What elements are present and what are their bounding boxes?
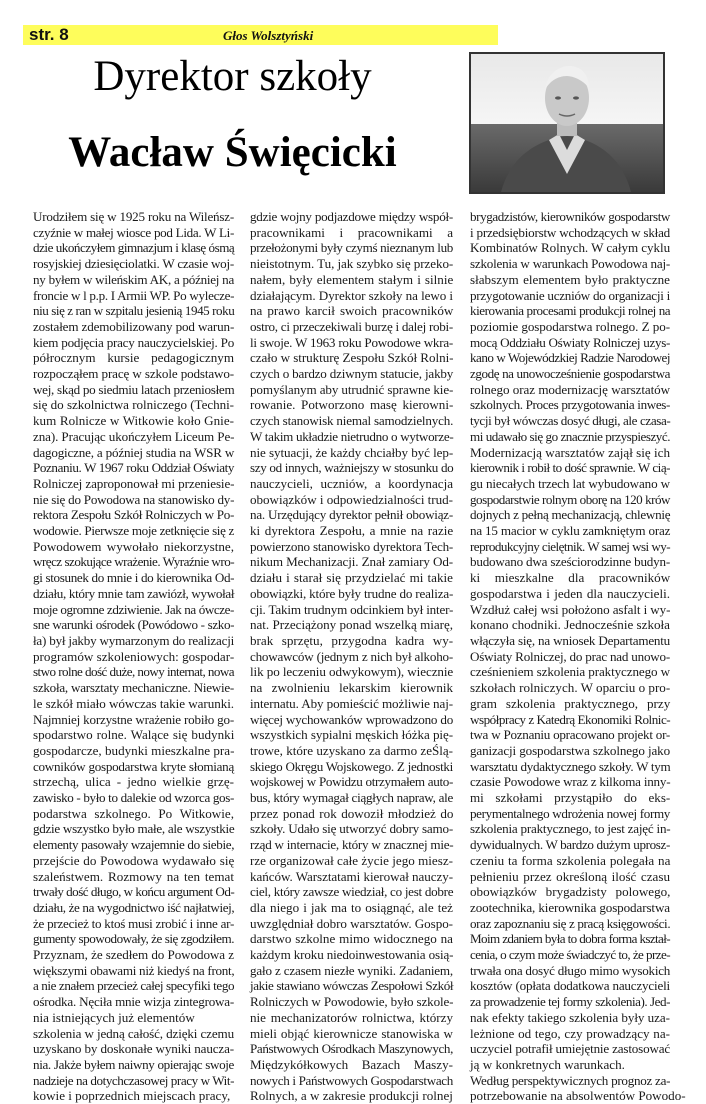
page-number: str. 8 — [29, 25, 69, 44]
text-line: półrocznym kursie pedagogicznym — [33, 350, 234, 366]
text-line: nia istniejących już elementów — [33, 1009, 195, 1025]
publication-name: Głos Wolsztyński — [223, 28, 314, 43]
text-line: Urodziłem się w 1925 roku na Wileńsz- — [33, 209, 234, 224]
text-line: przez ponad rok dowoził młodzież do — [250, 805, 454, 821]
text-line: szkolenia praktycznego, to jest zajęć in- — [470, 821, 671, 837]
text-line: W takim układzie nietrudno o wytworze- — [250, 428, 454, 444]
text-line: przejście do Powodowa wydawało się — [33, 852, 235, 868]
portrait-photo — [469, 52, 665, 194]
text-line: ny byłem w wileńskim AK, a później na — [33, 271, 234, 287]
text-line: obowiązków brygadzisty polowego, — [470, 884, 671, 900]
text-line: szkoły. Udało się utworzyć dobry samo- — [250, 821, 453, 837]
text-line: zgodę na unowocześnienie gospodarstwa — [470, 366, 670, 382]
text-line: nie sytuacji, że każdy chciałby być lep- — [250, 444, 454, 460]
text-line: dywidualnych. W bardzo dużym uprosz- — [470, 837, 670, 853]
text-line: każdym kroku niedoinwestowania osią- — [250, 947, 454, 963]
text-line: gospodarcze, budynki mieszkalne pra- — [33, 742, 235, 758]
text-line: reprodukcyjny cielętnik. W samej wsi wy- — [470, 538, 671, 554]
text-line: kierowania procesami produkcji rolnej na — [470, 303, 671, 319]
text-line: brygadzistów, kierowników gospodarstw — [470, 209, 670, 224]
text-line: ki dyrektora Zespołu, a mnie na razie — [250, 523, 454, 539]
text-line: wodowie. Pierwsze moje zetknięcie się z — [33, 523, 234, 539]
text-line: trowe, które uzyskano za darmo zeŚlą- — [250, 742, 453, 758]
text-line: rowanie. Potworzono masę kierowni- — [250, 397, 454, 413]
text-line: uczyciel potrafił umiejętnie zastosować — [470, 1041, 670, 1057]
text-line: nadzieje na dotychczasowej pracy w Wit- — [33, 1072, 234, 1088]
text-line: nie mechanizatorów rolnictwa, którzy — [250, 1009, 453, 1025]
text-line: poziomie gospodarstwa rolnego. Z po- — [470, 318, 670, 334]
text-line: na zwolnieniu lekarskim kierownik — [250, 680, 454, 696]
text-line: oraz zapoznaniu się z pracą księgowości. — [470, 915, 671, 931]
text-line: skiego Okręgu Wojskowego. Z jednostki — [250, 758, 453, 774]
text-line: Moim zdaniem była to dobra forma kształ- — [470, 931, 670, 947]
text-line: ki mieszkalne dla pracowników — [470, 570, 671, 586]
text-line: szkolenia w warunkach Powodowa naj- — [470, 256, 670, 272]
text-line: szy od innych, ważniejszy w stosunku do — [250, 460, 454, 476]
text-line: gumenty spowodowały, że się zgodziłem. — [33, 931, 235, 947]
text-line: brak sprzętu, przygodna kadra wy- — [250, 632, 454, 648]
text-line: mocą Oddziału Oświaty Rolniczej uzys- — [470, 334, 670, 350]
text-line: szkoła, warsztaty mechaniczne. Niewie- — [33, 680, 234, 696]
text-line: dagogiczne, a później studia na WSR w — [33, 444, 235, 460]
text-line: Najmniej korzystne wrażenie robiło go- — [33, 711, 234, 727]
text-line: jakie stawiano wówczas Zespołowi Szkół — [250, 978, 454, 994]
text-line: wojskowej w Powidzu otrzymałem auto- — [250, 774, 453, 790]
text-line: dojnych z pełną mechanizacją, chlewnię — [470, 507, 671, 523]
text-line: rosyjskiej dziesięciolatki. W czasie woj- — [33, 256, 234, 272]
text-line: na 15 macior w cyklu zamkniętym oraz — [470, 523, 671, 539]
text-line: współpracy z Katedrą Ekonomiki Rolnic- — [470, 711, 671, 727]
text-line: nowych i Państwowych Gospodarstwach — [250, 1072, 453, 1088]
text-line: nia. Jakże byłem naiwny opierając swoje — [33, 1056, 234, 1072]
text-line: stwo rolne dość duże, nowy internat, nowa — [33, 664, 234, 680]
text-line: obowiązki, które były trudne do realiza- — [250, 585, 454, 601]
text-line: dla niego i jak ma to osiągnąć, ale też — [250, 899, 453, 915]
text-line: Oświaty Rolniczej, do prac nad unowo- — [470, 648, 670, 664]
text-line: Rolnych, a w zakresie produkcji rolnej — [250, 1088, 453, 1104]
text-line: Według perspektywicznych prognoz za- — [470, 1072, 671, 1088]
text-line: uwzględniał dobro warsztatów. Gospo- — [250, 915, 453, 931]
text-line: czych o bardzo dziwnym statucie, jakby — [250, 366, 454, 382]
text-line: pełnieniu przez określoną ilość czasu — [470, 868, 670, 884]
text-line: za prowadzenie tej formy szkolenia). Jed- — [470, 994, 670, 1010]
article-title: Dyrektor szkoły — [93, 53, 372, 100]
text-line: gospodarstwa i jeden dla nauczycieli. — [470, 585, 670, 601]
text-line: ła) był jakby wymarzonym do realizacji — [33, 632, 235, 648]
text-line: Powodowem wywołało niekorzystne, — [33, 538, 234, 554]
text-line: spodarstwo rolne. Walące się budynki — [33, 727, 235, 743]
text-line: mi udawało się go znacznie przyspieszyć. — [470, 428, 670, 444]
text-line: ośrodka. Nęciła mnie wizja zintegrowa- — [33, 994, 235, 1010]
text-line: nałem, były elementem stałym i silnie — [250, 271, 454, 287]
text-line: działającym. Dyrektor szkoły na lewo i — [250, 287, 453, 303]
text-line: gram szkolenia praktycznego, przy — [470, 695, 671, 711]
text-line: cji. Takim trudnym odcinkiem był inter- — [250, 601, 454, 617]
text-line: szkolnych. Proces przygotowania inwes- — [470, 397, 670, 413]
text-line: internatu. Aby pomieścić możliwie naj- — [250, 695, 453, 711]
text-line: obowiązków i odpowiedzialności trud- — [250, 491, 453, 507]
text-line: czasie Powodowe wraz z kilkoma inny- — [470, 774, 671, 790]
article-subject-name: Wacław Święcicki — [68, 129, 397, 176]
text-line: kosztów (opłata dodatkowa nauczycieli — [470, 978, 670, 994]
text-line: ciel, który zawsze wiedział, co jest dobre — [250, 884, 454, 900]
text-line: szkołach rolniczych. W oparciu o pro- — [470, 680, 671, 696]
text-line: szkolenia w jedną całość, dzięki czemu — [33, 1025, 234, 1041]
article-column-3 — [470, 209, 686, 1104]
text-line: nikum Mechanizacji. Znał zamiary Od- — [250, 554, 453, 570]
text-line: że przecież to ktoś musi zrobić i inne ar- — [33, 915, 235, 931]
text-line: zostałem zdemobilizowany pod warun- — [33, 318, 235, 334]
text-line: rolnego oraz modernizację warsztatów — [470, 381, 670, 397]
text-line: rektora Zespołu Szkół Rolniczych w Po- — [33, 507, 234, 523]
text-line: Rolniczej zaproponował mi przeniesie- — [33, 475, 235, 491]
text-line: Kombinatów Rolnych. W całym cyklu — [470, 240, 671, 256]
text-line: kiem podjęcia pracy nauczycielskiej. Po — [33, 334, 234, 350]
text-line: programów szkoleniowych: gospodar- — [33, 648, 235, 664]
text-line: działu i starał się przydzielać mi takie — [250, 570, 453, 586]
text-line: bus, który wymagał ciągłych napraw, ale — [250, 790, 454, 806]
text-line: strzechą, ulica - jedno wielkie grzę- — [33, 774, 234, 790]
text-line: kańców. Warsztatami kierował nauczy- — [250, 868, 454, 884]
text-line: darstwo szkolne mimo widocznego na — [250, 931, 453, 947]
text-line: na prawo karcił swoich pracowników — [250, 303, 454, 319]
text-line: kano w Wojewódzkiej Radzie Narodowej — [470, 350, 670, 366]
text-line: działu, że na wygodnictwo iść najłatwiej, — [33, 899, 235, 915]
text-line: przygotowanie uczniów do organizacji i — [470, 287, 670, 303]
text-line: konano chodniki. Jednocześnie szkoła — [470, 617, 670, 633]
text-line: Międzykółkowych Bazach Maszy- — [250, 1056, 453, 1072]
text-line: kum Rolnicze w Witkowie koło Gnie- — [33, 413, 234, 429]
text-line: szaleństwem. Rozmowy na ten temat — [33, 868, 234, 884]
text-line: większymi obawami niż kiedyś na front, — [33, 962, 235, 978]
text-line: ostro, ci przeczekiwali burzę i dalej robi- — [250, 318, 453, 334]
text-line: działu, który mnie tam zawiózł, wywołał — [33, 585, 235, 601]
text-line: cenia, o czym może świadczyć to, że prze- — [470, 947, 670, 963]
text-line: potrzebowanie na absolwentów Powodo- — [470, 1088, 686, 1104]
text-line: gu niecałych trzech lat wybudowano w — [470, 475, 670, 491]
text-line: cześnieniem szkolenia praktycznego w — [470, 664, 670, 680]
text-line: Przyznam, że szedłem do Powodowa z — [33, 947, 234, 963]
text-line: się do szkolnictwa rolniczego (Techni- — [33, 397, 234, 413]
text-line: twa w Poznaniu opracowano projekt or- — [470, 727, 670, 743]
text-line: czyźnie w małej wiosce pod Lida. W Li- — [33, 224, 234, 240]
text-line: lik po leczeniu odwykowym), wiecznie — [250, 664, 454, 680]
text-line: słabszym elementem było praktyczne — [470, 271, 670, 287]
text-line: uzyskano by doskonałe wyniki naucza- — [33, 1041, 234, 1057]
text-line: na. Urzędujący dyrektor pełnił obowiąz- — [250, 507, 453, 523]
text-line: Rolniczych w Powodowie, było szkole- — [250, 994, 454, 1010]
text-line: powierzono stanowisko dyrektora Tech- — [250, 538, 454, 554]
article-column-1 — [33, 209, 234, 1104]
text-line: tycji był wówczas dosyć długi, ale czasa- — [470, 413, 671, 429]
text-line: podarstwa szkolnego. Po Witkowie, — [33, 805, 234, 821]
text-line: Modernizacją warsztatów zajął się ich — [470, 444, 670, 460]
text-line: perymentalnego wdrożenia nowej formy — [470, 805, 670, 821]
text-line: ganizacji gospodarstwa szkolnego jako — [470, 742, 670, 758]
text-line: czych stanowisk niemal samodzielnych. — [250, 413, 454, 429]
text-line: czeniu ta forma szkolenia polegała na — [470, 852, 671, 868]
text-line: warsztatu dydaktycznego szkoły. W tym — [470, 758, 671, 774]
text-line: pomyślanym aby utrudnić sprawne kie- — [250, 381, 454, 397]
text-line: nak efekty takiego szkolenia były uza- — [470, 1009, 670, 1025]
text-line: rząd w internacie, który w znacznej mie- — [250, 837, 454, 853]
text-line: mi szkołami przystąpiło do eks- — [470, 790, 671, 806]
text-line: kierownik i robił to dość sprawnie. W cią- — [470, 460, 670, 476]
text-line: ją w konkretnych warunkach. — [470, 1056, 625, 1072]
text-line: le szkół miało wówczas takie warunki. — [33, 695, 234, 711]
text-line: leżnione od tego, czy prowadzący na- — [470, 1025, 670, 1041]
text-line: moje ogromne zdziwienie. Jak na ówcze- — [33, 601, 234, 617]
text-line: mieli objąć kierownicze stanowiska w — [250, 1025, 453, 1041]
text-line: i przedsiębiorstw wchodzących w skład — [470, 224, 670, 240]
portrait-icon — [471, 54, 663, 192]
text-line: Poznaniu. W 1967 roku Oddział Oświaty — [33, 460, 234, 476]
text-line: gdzie wojny podjazdowe między współ- — [250, 209, 453, 224]
text-line: nieistotnym. Tu, jak szybko się przeko- — [250, 256, 454, 272]
text-line: niu się z ran w szpitalu jesienią 1945 roku — [33, 303, 235, 319]
text-line: wręcz szokujące wrażenie. Wyraźnie wro- — [33, 554, 235, 570]
text-line: zawisko - było to dalekie od wzorca gos- — [33, 790, 234, 806]
text-line: rze organizował całe życie jego miesz- — [250, 852, 453, 868]
text-line: Państwowych Ośrodkach Maszynowych, — [250, 1041, 453, 1057]
text-line: cowników gospodarstwa kryte słomianą — [33, 758, 234, 774]
text-line: gało z czasem niezłe wyniki. Zadaniem, — [250, 962, 453, 978]
text-line: gospodarstwie rolnym oborę na 120 krów — [470, 491, 670, 507]
text-line: przełożonymi były czymś nieznanym lub — [250, 240, 453, 256]
text-line: Wzdłuż całej wsi położono asfalt i wy- — [470, 601, 671, 617]
text-line: czało w strukturę Zespołu Szkół Rolni- — [250, 350, 454, 366]
text-line: trwały dość długo, w końcu argument Od- — [33, 884, 235, 900]
text-line: a nie znałem przecież całej specyfiki tego — [33, 978, 235, 994]
text-line: zootechnika, kierownika gospodarstwa — [470, 899, 670, 915]
text-line: dzie ukończyłem gimnazjum i klasę ósmą — [33, 240, 235, 256]
text-line: włączyła się, na wniosek Departamentu — [470, 632, 670, 648]
text-line: kowie i poprzednich miejscach pracy, — [33, 1088, 231, 1104]
text-line: elementy pasowały wzajemnie do siebie, — [33, 837, 235, 853]
text-line: sne warunki ośrodek (Powódowo - szko- — [33, 617, 235, 633]
text-line: budowano dwa sześciorodzinne budyn- — [470, 554, 670, 570]
text-line: rozpocząłem pracę w szkole podstawo- — [33, 366, 234, 382]
text-line: gi stosunek do mnie i do kierownika Od- — [33, 570, 235, 586]
text-line: trwała ona dosyć długo mimo wysokich — [470, 962, 671, 978]
text-line: li swoje. W 1963 roku Powodowe wkra- — [250, 334, 453, 350]
text-line: nauczycieli, uczniów, a koordynacja — [250, 475, 454, 491]
text-line: nie się do Powodowa na stanowisko dy- — [33, 491, 235, 507]
text-line: nat. Przeciążony ponad wszelką miarę, — [250, 617, 453, 633]
text-line: wej, skąd po siedmiu latach przeniosłem — [33, 381, 235, 397]
text-line: chowawców (jednym z nich był alkoho- — [250, 648, 453, 664]
text-line: pracownikami i pracownikami a — [250, 224, 454, 240]
text-line: wszystkich sypialni męskich łóżka pię- — [250, 727, 454, 743]
text-line: zna). Pracując ukończyłem Liceum Pe- — [33, 428, 235, 444]
text-line: froncie w l p.p. I Armii WP. Po wylecze- — [33, 287, 235, 303]
text-line: więcej wychowanków wprowadzono do — [250, 711, 453, 727]
page-header-bar — [23, 25, 498, 45]
article-column-2 — [250, 209, 453, 1104]
text-line: gdzie wszystko było małe, ale wszystkie — [33, 821, 235, 837]
